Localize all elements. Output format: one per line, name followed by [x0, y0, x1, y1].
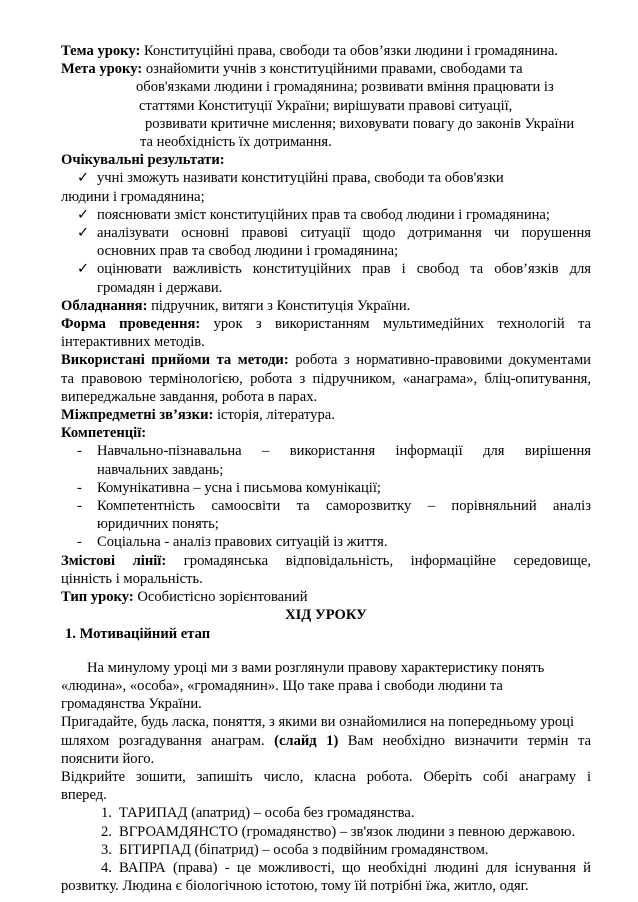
goal-text: ознайомити учнів з конституційними правами, свободами та: [142, 61, 523, 78]
expected-item-cont: громадян і держави.: [97, 279, 223, 296]
expected-item-text: оцінювати важливість конституційних прав і свобод та обов’язків для: [97, 261, 591, 278]
methods-text: робота з нормативно-правовими документами: [288, 352, 591, 369]
competencies-label: Компетенції:: [61, 425, 147, 442]
expected-item-text: аналізувати основні правові ситуації щодо дотримання чи порушення: [97, 225, 591, 242]
check-icon: ✓: [77, 206, 90, 223]
paragraph-line: Пригадайте, будь ласка, поняття, з якими ви ознайомилися на попередньому уроці: [61, 714, 575, 731]
methods-line-cont: випереджальне завдання, робота в парах.: [61, 388, 318, 405]
form-label: Форма проведення:: [61, 316, 201, 333]
paragraph-text: Вам необхідно визначити термін та: [338, 732, 591, 749]
form-line-cont: інтерактивних методів.: [61, 334, 205, 351]
paragraph-line: [61, 732, 591, 750]
methods-line-cont: та правовою термінологією, робота з підручником, «анаграма», бліц-опитування,: [61, 370, 591, 387]
anagram-text: ВГРОАМДЯНСТО (громадянство) – зв'язок людини з певною державою.: [119, 823, 576, 840]
content-lines-cont: цінність і моральність.: [61, 570, 203, 587]
competency-item: [61, 479, 591, 497]
goal-line: статтями Конституції України; вирішувати правові ситуації,: [139, 97, 513, 114]
lesson-type-text: Особистісно зорієнтований: [133, 589, 308, 606]
expected-item: [61, 260, 591, 278]
spacer: [61, 643, 591, 659]
goal-line: обов'язками людини і громадянина; розвивати вміння працювати із: [136, 79, 554, 96]
progress-title: ХІД УРОКУ: [285, 607, 367, 624]
interdisciplinary-text: історія, література.: [213, 407, 335, 424]
form-line: [61, 315, 591, 333]
competency-cont: юридичних понять;: [97, 516, 219, 533]
content-lines-text: громадянська відповідальність, інформаційне середовище,: [166, 552, 592, 569]
paragraph-line: вперед.: [61, 787, 107, 804]
content-lines-label: Змістові лінії:: [61, 552, 167, 569]
goal-line: розвивати критичне мислення; виховувати повагу до законів України: [145, 115, 575, 132]
expected-item-cont: основних прав та свобод людини і громадянина;: [97, 243, 399, 260]
anagram-cont: розвитку. Людина є біологічною істотою, тому їй потрібні їжа, житло, одяг.: [61, 878, 529, 895]
interdisciplinary-label: Міжпредметні зв’язки:: [61, 407, 214, 424]
expected-label: Очікувальні результати:: [61, 152, 225, 169]
dash-bullet: -: [77, 479, 82, 496]
check-icon: ✓: [77, 170, 90, 187]
check-icon: ✓: [77, 261, 90, 278]
equipment-line: [61, 297, 591, 315]
anagram-item: [61, 859, 591, 877]
anagram-number: 2.: [101, 823, 112, 840]
goal-line: та необхідність їх дотримання.: [140, 134, 332, 151]
dash-bullet: -: [77, 498, 82, 515]
expected-item-cont: людини і громадянина;: [61, 188, 205, 205]
anagram-text: ВАПРА (права) - це можливості, що необхідні людині для існування й: [119, 859, 591, 876]
expected-item: [61, 169, 591, 187]
competency-text: Соціальна - аналіз правових ситуацій із життя.: [97, 534, 388, 551]
competency-item: [61, 442, 591, 460]
anagram-number: 3.: [101, 841, 112, 858]
competency-cont: навчальних завдань;: [97, 461, 224, 478]
anagram-item: [61, 841, 591, 859]
interdisciplinary-line: [61, 406, 591, 424]
equipment-label: Обладнання:: [61, 297, 148, 314]
competencies-heading: [61, 424, 591, 442]
content-lines-line: [61, 552, 591, 570]
methods-line: [61, 351, 591, 369]
slide-ref: (слайд 1): [274, 732, 339, 749]
form-text: урок з використанням мультимедійних технологій та: [200, 316, 591, 333]
paragraph-line: «людина», «особа», «громадянин». Що таке права і свободи людини та: [61, 677, 503, 694]
paragraph-line: пояснити його.: [61, 750, 155, 767]
lesson-plan-page: [61, 42, 591, 895]
anagram-text: ТАРИПАД (апатрид) – особа без громадянства.: [119, 805, 415, 822]
lesson-type-line: [61, 588, 591, 606]
competency-text: Компетентність самоосвіти та саморозвитку – порівняльний аналіз: [97, 498, 591, 515]
check-icon: ✓: [77, 225, 90, 242]
paragraph-line: На минулому уроці ми з вами розглянули правову характеристику понять: [87, 659, 545, 676]
competency-item: [61, 533, 591, 551]
anagram-item: [61, 804, 591, 822]
competency-text: Комунікативна – усна і письмова комунікації;: [97, 479, 381, 496]
equipment-text: підручник, витяги з Конституція України.: [147, 297, 411, 314]
anagram-item: [61, 823, 591, 841]
paragraph-line: громадянства України.: [61, 696, 202, 713]
methods-label: Використані прийоми та методи:: [61, 352, 289, 369]
expected-item-text: учні зможуть називати конституційні права, свободи та обов'язки: [97, 170, 504, 187]
anagram-text: БІТИРПАД (біпатрид) – особа з подвійним громадянством.: [119, 841, 489, 858]
anagram-number: 4.: [101, 859, 112, 876]
paragraph-line: Відкрийте зошити, запишіть число, класна робота. Оберіть собі анаграму і: [61, 768, 591, 785]
expected-item-text: пояснювати зміст конституційних прав та свобод людини і громадянина;: [97, 206, 550, 223]
goal-label: Мета уроку:: [61, 61, 143, 78]
dash-bullet: -: [77, 443, 82, 460]
goal-line: [61, 60, 591, 78]
competency-item: [61, 497, 591, 515]
paragraph-text: шляхом розгадування анаграм.: [61, 732, 275, 749]
dash-bullet: -: [77, 534, 82, 551]
expected-item: [61, 224, 591, 242]
topic-line: [61, 42, 591, 60]
expected-item: [61, 206, 591, 224]
lesson-type-label: Тип уроку:: [61, 589, 134, 606]
anagram-number: 1.: [101, 805, 112, 822]
topic-label: Тема уроку:: [61, 43, 141, 59]
competency-text: Навчально-пізнавальна – використання інформації для вирішення: [97, 443, 591, 460]
expected-heading: [61, 151, 591, 169]
stage-heading: 1. Мотиваційний етап: [65, 625, 211, 642]
topic-text: Конституційні права, свободи та обов’язки людини і громадянина.: [140, 43, 558, 59]
